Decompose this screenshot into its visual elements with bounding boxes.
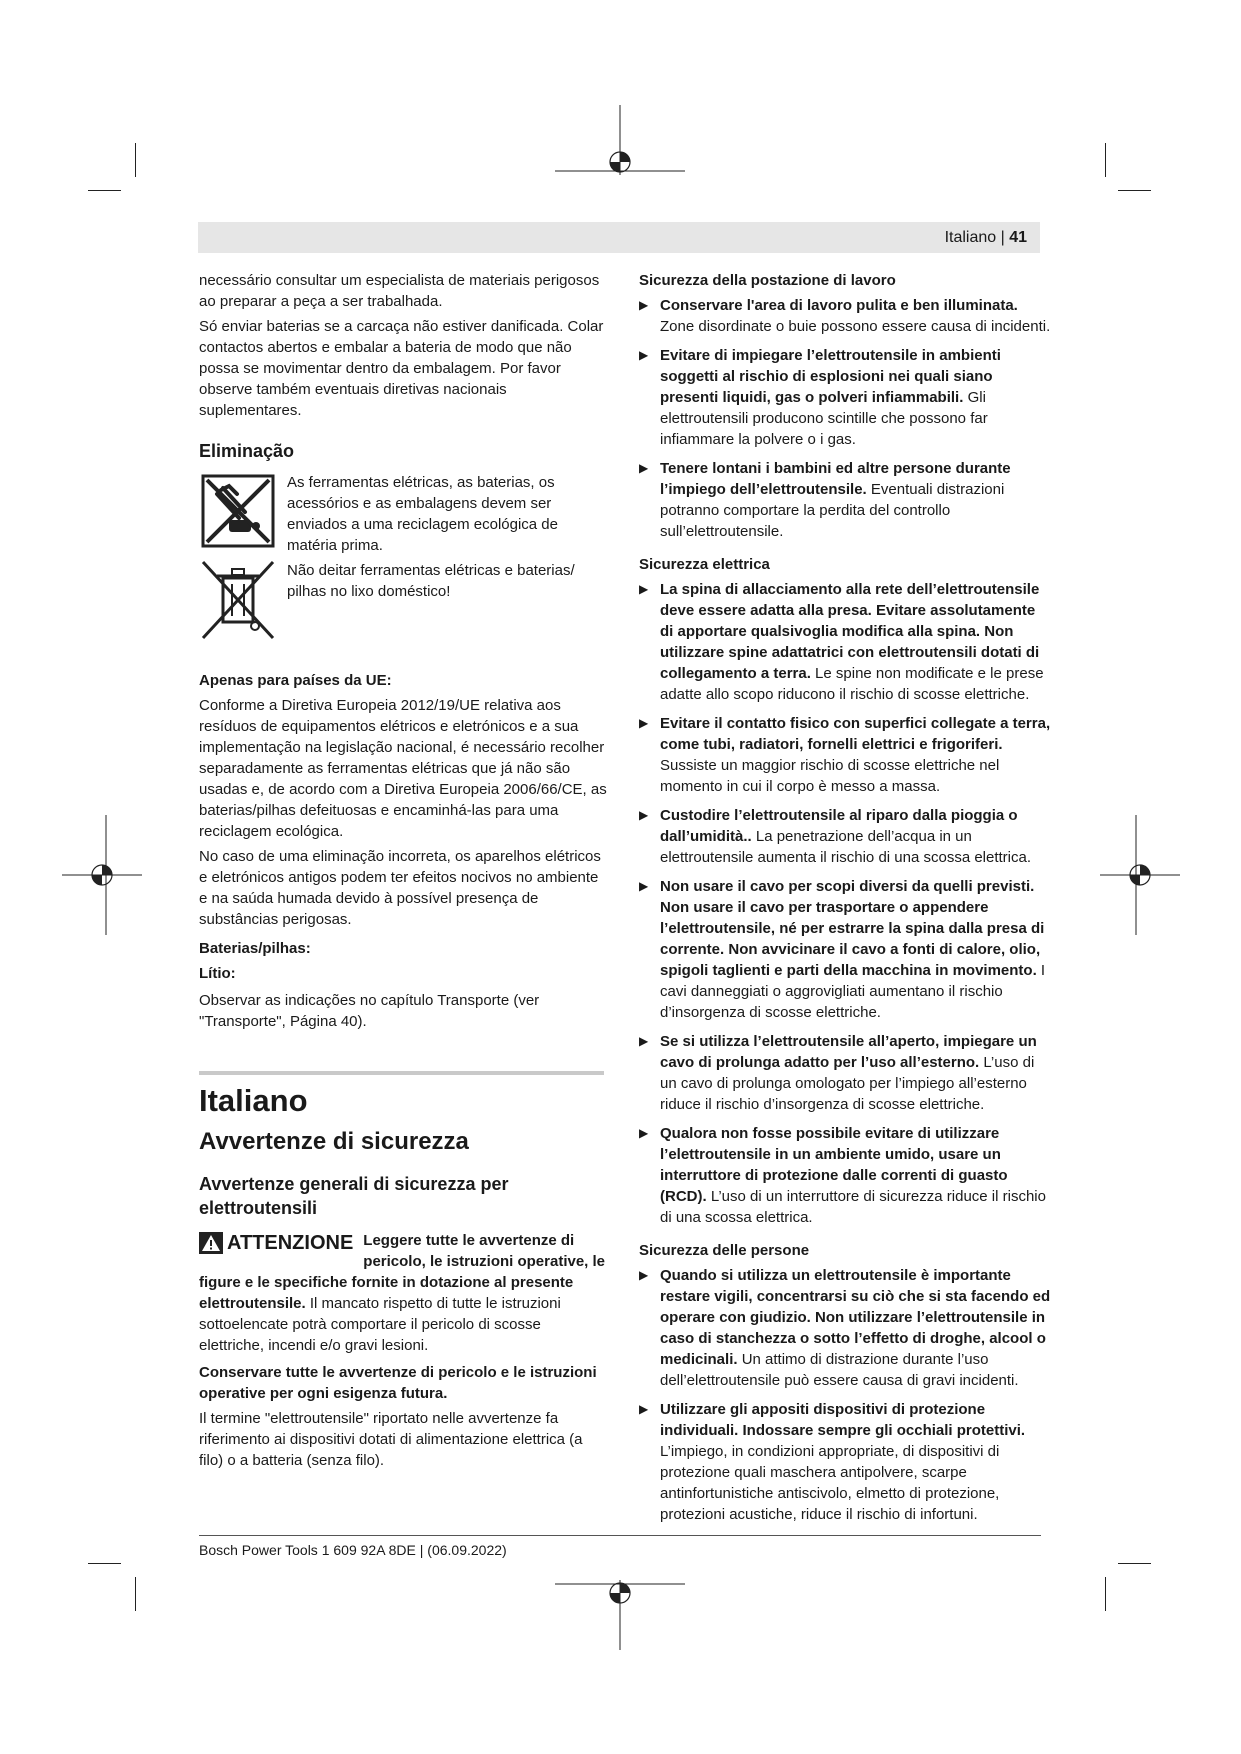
electrical-item-text: L’uso di un interruttore di sicurezza riduce il rischio di una scossa elettrica.: [660, 1188, 1046, 1226]
work-item: [639, 458, 1051, 542]
personal-safety-heading: Sicurezza delle persone: [639, 1242, 810, 1259]
electrical-item: [639, 1123, 1051, 1228]
personal-item: [639, 1399, 1051, 1525]
footer-rule: [199, 1535, 1041, 1536]
page-footer: Bosch Power Tools 1 609 92A 8DE | (06.09.2022): [199, 1542, 507, 1558]
lithium-heading: Lítio:: [199, 965, 236, 982]
safety-heading: Avvertenze di sicurezza: [199, 1128, 469, 1155]
crossed-bin-icon: [199, 556, 277, 644]
electrical-item: [639, 805, 1051, 868]
electrical-item-text: L’uso di un cavo di prolunga omologato per l’impiego all’esterno riduce il rischio d’insorgenza di scosse elettriche.: [660, 1054, 1035, 1113]
lithium-text: Observar as indicações no capítulo Transporte (ver "Transporte", Página 40).: [199, 992, 540, 1030]
electrical-item-text: La penetrazione dell’acqua in un elettroutensile aumenta il rischio di una scossa elettrica.: [660, 828, 1032, 866]
personal-item-bold: Utilizzare gli appositi dispositivi di protezione individuali. Indossare sempre gli occhiali protettivi.: [660, 1401, 1026, 1439]
personal-item-bold: Quando si utilizza un elettroutensile è importante restare vigili, concentrarsi su ciò che si sta facendo ed operare con giudizio. Non utilizzare l’elettroutensile in caso di stanchezza o sotto l’effetto di droghe, alcool o medicinali.: [660, 1267, 1051, 1368]
left-column: [199, 270, 607, 1036]
recycling-crossed-tools-icon: [199, 472, 277, 550]
crop-mark-tl-v: [135, 143, 136, 177]
registration-mark-top-icon: [555, 105, 685, 195]
language-heading: Italiano: [199, 1083, 308, 1118]
warning-label: [199, 1230, 353, 1256]
intro-paragraph-1: necessário consultar um especialista de materiais perigosos ao preparar a peça a ser trabalhada.: [199, 272, 600, 310]
electrical-heading: Sicurezza elettrica: [639, 556, 770, 573]
registration-mark-bottom-icon: [555, 1560, 685, 1650]
work-item: [639, 295, 1051, 337]
personal-item: [639, 1265, 1051, 1391]
crop-mark-tr-v: [1105, 143, 1106, 177]
crop-mark-tr-h: [1118, 190, 1151, 191]
disposal-text: [287, 472, 607, 650]
disposal-icons: [199, 472, 287, 650]
work-item: [639, 345, 1051, 450]
warning-text: Il mancato rispetto di tutte le istruzioni sottoelencate potrà comportare il pericolo di scosse elettriche, incendi e/o gravi lesioni.: [199, 1295, 561, 1354]
eu-paragraph-2: No caso de uma eliminação incorreta, os aparelhos elétricos e eletrónicos antigos podem ter efeitos nocivos no ambiente e na saúda humada devido à possível presença de substâncias perigosas.: [199, 848, 601, 928]
electrical-item-text: Le spine non modificate e le prese adatte allo scopo riducono il rischio di scosse elettriche.: [660, 665, 1044, 703]
italian-section: [199, 1082, 607, 1475]
crop-mark-bl-v: [135, 1577, 136, 1611]
keep-instructions: Conservare tutte le avvertenze di pericolo e le istruzioni operative per ogni esigenza futura.: [199, 1364, 597, 1402]
electrical-item-text: I cavi danneggiati o aggrovigliati aumentano il rischio d’insorgenza di scosse elettriche.: [660, 962, 1046, 1021]
right-column: [639, 270, 1051, 1533]
eu-paragraph-1: Conforme a Diretiva Europeia 2012/19/UE relativa aos resíduos de equipamentos elétricos e eletrónicos e a sua implementação na legislação nacional, é necessário recolher separadamente as ferramentas elétricas que já não são usadas e, de acordo com a Diretiva Europeia 2006/66/CE, as baterias/pilhas defeituosas e encaminhá-las para uma reciclagem ecológica.: [199, 697, 607, 840]
electrical-item: [639, 579, 1051, 705]
personal-item-text: L’impiego, in condizioni appropriate, di dispositivi di protezione quali maschera antipolvere, scarpe antinfortunistiche antiscivolo, elmetto di protezione, protezioni acustiche, riduce il rischio di infortuni.: [660, 1443, 1000, 1523]
warning-block: [199, 1230, 607, 1356]
crop-mark-br-v: [1105, 1577, 1106, 1611]
work-item-text: Gli elettroutensili producono scintille che possono far infiammare la polvere o i gas.: [660, 389, 988, 448]
eu-heading: Apenas para países da UE:: [199, 672, 392, 689]
registration-mark-right-icon: [1100, 815, 1180, 935]
warning-bold-text: Leggere tutte le avvertenze di pericolo, le istruzioni operative, le figure e le specifiche fornite in dotazione al presente elettroutensile.: [199, 1232, 606, 1312]
electrical-item-bold: Non usare il cavo per scopi diversi da quelli previsti. Non usare il cavo per trasportare o appendere l’elettroutensile, né per estrarre la spina dalla presa di corrente. Non avvicinare il cavo a fonti di calore, olio, spigoli taglienti e parti della macchina in movimento.: [660, 878, 1045, 979]
language-divider: [199, 1071, 604, 1075]
header-separator: |: [996, 229, 1010, 246]
electrical-item: [639, 713, 1051, 797]
work-item-text: Zone disordinate o buie possono essere causa di incidenti.: [660, 318, 1051, 335]
personal-item-text: Un attimo di distrazione durante l’uso dell’elettroutensile può essere causa di gravi incidenti.: [660, 1351, 1019, 1389]
work-item-bold: Tenere lontani i bambini ed altre persone durante l’impiego dell’elettroutensile.: [660, 460, 1011, 498]
electrical-item-bold: La spina di allacciamento alla rete dell’elettroutensile deve essere adatta alla presa. Evitare assolutamente di apportare qualsivoglia modifica alla spina. Non utilizzare spine adattatrici con elettroutensili dotati di collegamento a terra.: [660, 581, 1040, 682]
electrical-item-text: Sussiste un maggior rischio di scosse elettriche nel momento in cui il corpo è messo a massa.: [660, 757, 1000, 795]
work-area-heading: Sicurezza della postazione di lavoro: [639, 272, 896, 289]
disposal-paragraph-1: As ferramentas elétricas, as baterias, os acessórios e as embalagens devem ser enviados a uma reciclagem ecológica de matéria prima.: [287, 474, 558, 554]
intro-paragraph-2: Só enviar baterias se a carcaça não estiver danificada. Colar contactos abertos e embalar a bateria de modo que não possa se movimentar dentro da embalagem. Por favor observe também eventuais diretivas nacionais suplementares.: [199, 318, 604, 419]
work-item-bold: Evitare di impiegare l’elettroutensile in ambienti soggetti al rischio di esplosioni nei quali siano presenti liquidi, gas o polveri infiammabili.: [660, 347, 1001, 406]
work-item-text: Eventuali distrazioni potranno comportare la perdita del controllo sull’elettroutensile.: [660, 481, 1005, 540]
electrical-item-bold: Custodire l’elettroutensile al riparo dalla pioggia o dall’umidità..: [660, 807, 1018, 845]
page-header: [945, 229, 1027, 247]
registration-mark-left-icon: [62, 815, 142, 935]
electrical-item: [639, 876, 1051, 1023]
disposal-heading: Eliminação: [199, 441, 295, 461]
general-safety-heading: Avvertenze generali di sicurezza per elettroutensili: [199, 1174, 509, 1218]
electrical-item: [639, 1031, 1051, 1115]
disposal-paragraph-2: Não deitar ferramentas elétricas e baterias/ pilhas no lixo doméstico!: [287, 562, 575, 600]
page-number: 41: [1009, 229, 1027, 246]
work-item-bold: Conservare l'area di lavoro pulita e ben illuminata.: [660, 297, 1018, 314]
batteries-heading: Baterias/pilhas:: [199, 940, 311, 957]
crop-mark-bl-h: [88, 1563, 121, 1564]
page-header-band: [198, 222, 1040, 253]
crop-mark-tl-h: [88, 190, 121, 191]
disposal-block: [199, 472, 607, 650]
warning-label-text: ATTENZIONE: [227, 1232, 354, 1254]
crop-mark-br-h: [1118, 1563, 1151, 1564]
electrical-item-bold: Evitare il contatto fisico con superfici collegate a terra, come tubi, radiatori, fornelli elettrici e frigoriferi.: [660, 715, 1051, 753]
header-section: Italiano: [944, 229, 997, 246]
electrical-item-bold: Qualora non fosse possibile evitare di utilizzare l’elettroutensile in un ambiente umido, usare un interruttore di protezione dalle correnti di guasto (RCD).: [660, 1125, 1008, 1205]
term-definition: Il termine "elettroutensile" riportato nelle avvertenze fa riferimento ai dispositivi dotati di alimentazione elettrica (a filo) o a batteria (senza filo).: [199, 1410, 583, 1469]
warning-triangle-icon: [199, 1232, 223, 1254]
electrical-item-bold: Se si utilizza l’elettroutensile all’aperto, impiegare un cavo di prolunga adatto per l’uso all’esterno.: [660, 1033, 1037, 1071]
